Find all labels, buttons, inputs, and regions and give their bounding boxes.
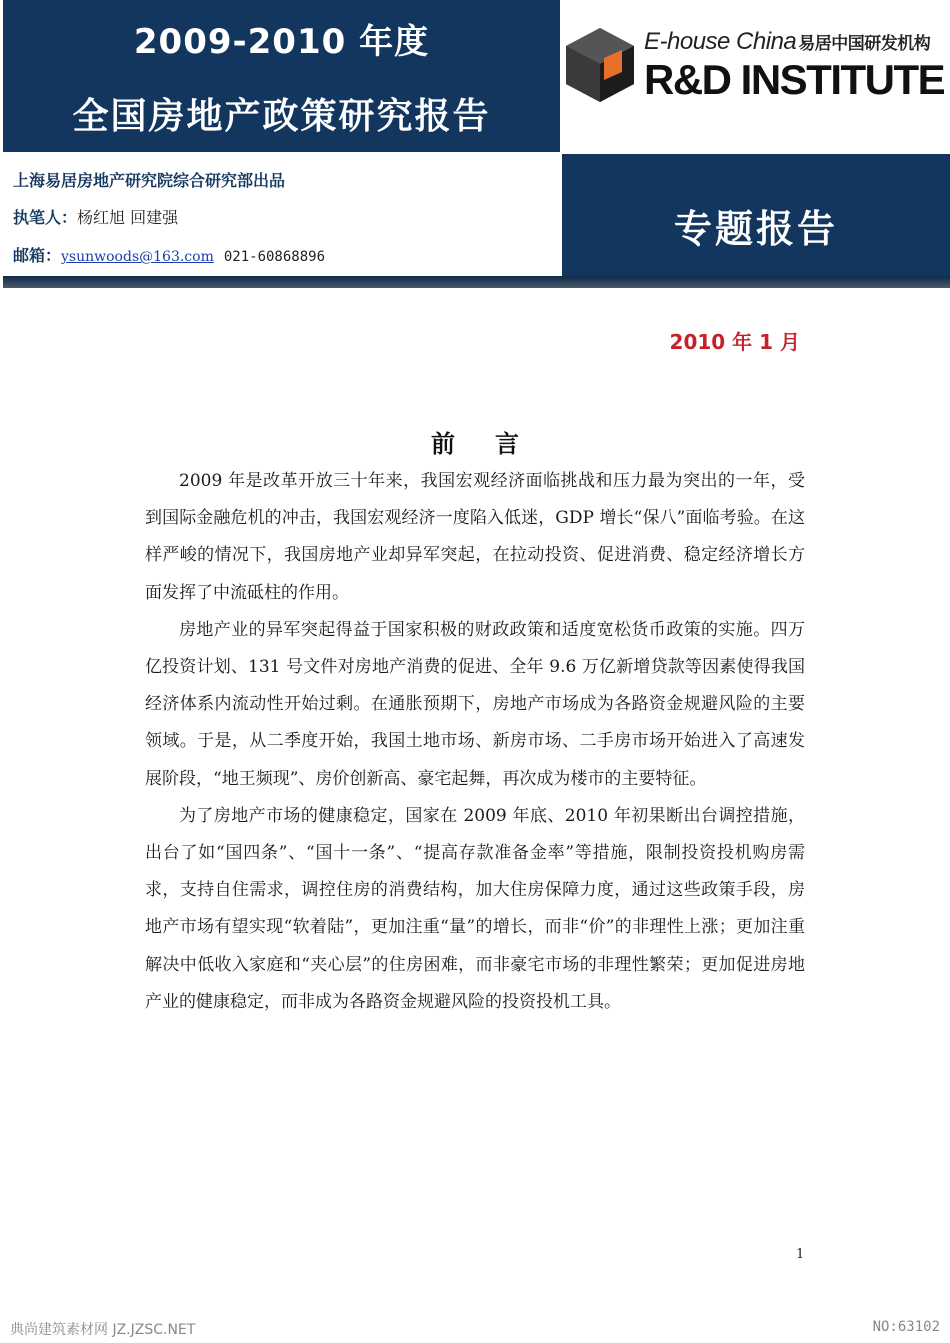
report-type-block (562, 154, 950, 276)
author-names: 杨红旭 回建强 (77, 208, 179, 227)
report-title-block (3, 0, 560, 152)
contact-line (13, 243, 325, 266)
watermark-site: 典尚建筑素材网 JZ.JZSC.NET (10, 1322, 196, 1338)
institute-logo (560, 18, 948, 118)
logo-brand-text (644, 28, 930, 56)
section-heading: 前言 (431, 430, 559, 458)
author-line (13, 205, 178, 228)
phone-number: 021-60868896 (223, 249, 326, 265)
publisher-line: 上海易居房地产研究院综合研究部出品 (13, 171, 286, 190)
cube-logo-icon (560, 24, 640, 104)
report-title-year: 2009-2010 年度 (133, 22, 430, 62)
header-divider (3, 276, 950, 288)
paragraph: 房地产业的异军突起得益于国家积极的财政政策和适度宽松货币政策的实施。四万亿投资计划、131 号文件对房地产消费的促进、全年 9.6 万亿新增贷款等因素使得我国经济体系内流动性开始过剩。在通胀预期下，房地产市场成为各路资金规避风险的主要领域。于是，从二季度开始，我国土地市场、新房市场、二手房市场开始进入了高速发展阶段，“地王频现”、房价创新高、豪宅起舞，再次成为楼市的主要特征。 (145, 619, 805, 789)
email-label: 邮箱： (13, 246, 62, 265)
report-type-label: 专题报告 (673, 207, 838, 251)
paragraph: 为了房地产市场的健康稳定，国家在 2009 年底、2010 年初果断出台调控措施，出台了如“国四条”、“国十一条”、“提高存款准备金率”等措施，限制投资投机购房需求，支持自住需求，调控住房的消费结构，加大住房保障力度，通过这些政策手段，房地产市场有望实现“软着陆”，更加注重“量”的增长，而非“价”的非理性上涨；更加注重解决中低收入家庭和“夹心层”的住房困难，而非豪宅市场的非理性繁荣；更加促进房地产业的健康稳定，而非成为各路资金规避风险的投资投机工具。 (145, 805, 805, 1012)
preface-body (145, 463, 805, 1021)
watermark-id: NO:63102 (872, 1319, 940, 1335)
report-title: 全国房地产政策研究报告 (72, 96, 491, 137)
author-label: 执笔人： (13, 208, 78, 227)
page-number: 1 (796, 1247, 805, 1262)
report-date: 2010 年 1 月 (669, 330, 800, 354)
logo-brand-cn: 易居中国研发机构 (798, 34, 931, 53)
logo-brand-en: E-house China (644, 28, 797, 55)
publisher-info (3, 152, 560, 276)
paragraph: 2009 年是改革开放三十年来，我国宏观经济面临挑战和压力最为突出的一年，受到国际金融危机的冲击，我国宏观经济一度陷入低迷，GDP 增长“保八”面临考验。在这样严峻的情况下，我国房地产业却异军突起，在拉动投资、促进消费、稳定经济增长方面发挥了中流砥柱的作用。 (145, 471, 805, 603)
email-link[interactable]: ysunwoods@163.com (61, 249, 214, 265)
logo-institute-text: R&D INSTITUTE (644, 56, 945, 103)
